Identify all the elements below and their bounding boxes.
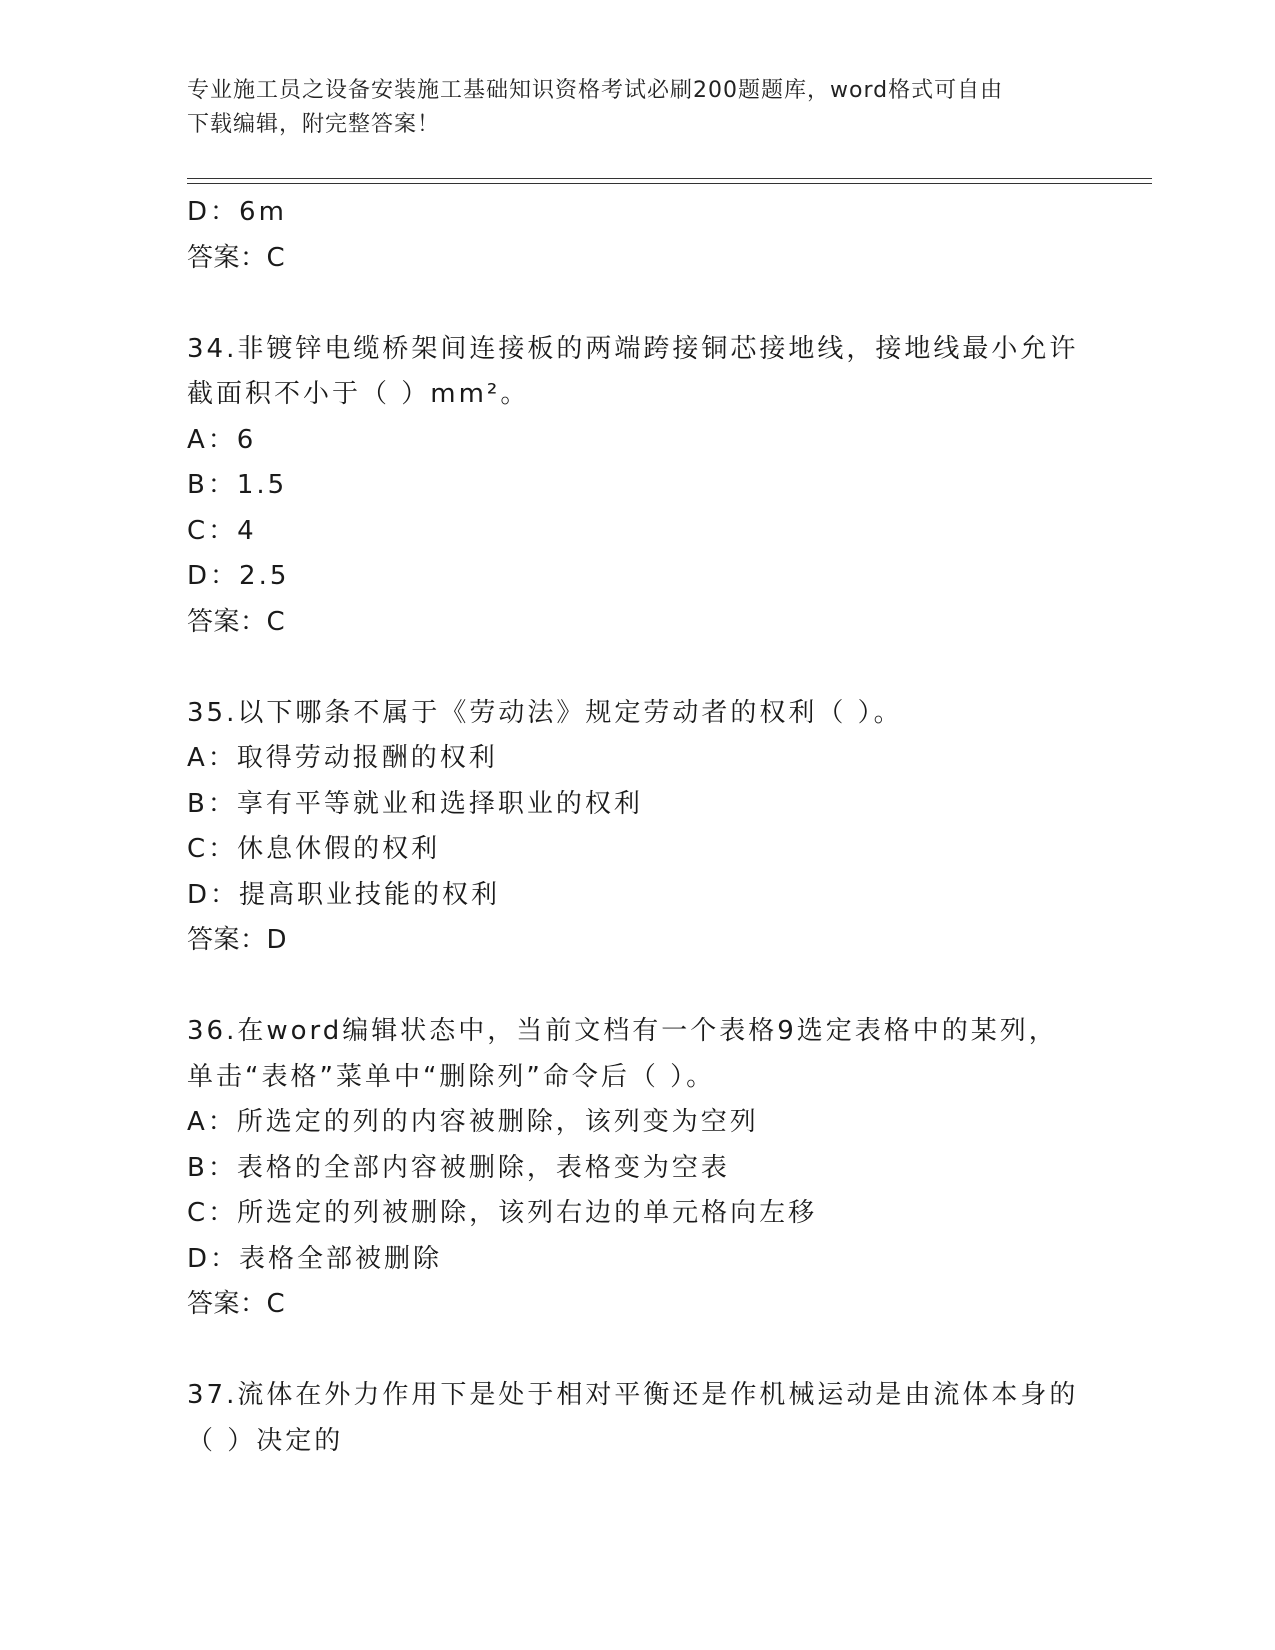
option-d: D：2.5 (187, 561, 290, 591)
option-c: C：休息休假的权利 (187, 834, 441, 864)
option-c: C：4 (187, 515, 257, 546)
spacer (187, 1328, 1087, 1374)
option-b: B：享有平等就业和选择职业的权利 (187, 788, 643, 819)
question-stem: （ ）决定的 (187, 1425, 344, 1456)
page-header (187, 74, 1067, 142)
option-d: D：6m (187, 197, 287, 227)
question-stem: 35.以下哪条不属于《劳动法》规定劳动者的权利（ ）。 (187, 697, 903, 728)
option-c: C：所选定的列被删除，该列右边的单元格向左移 (187, 1198, 818, 1228)
option-a: A：所选定的列的内容被删除，该列变为空列 (187, 1107, 759, 1137)
question-stem: 单击“表格”菜单中“删除列”命令后（ ）。 (187, 1061, 716, 1092)
answer: 答案：D (187, 925, 288, 955)
option-d: D：表格全部被删除 (187, 1243, 443, 1274)
option-a: A：6 (187, 424, 257, 455)
question-33 (187, 190, 1087, 281)
question-stem: 36.在word编辑状态中，当前文档有一个表格9选定表格中的某列， (187, 1016, 1058, 1046)
option-a: A：取得劳动报酬的权利 (187, 743, 498, 773)
option-d: D：提高职业技能的权利 (187, 879, 501, 910)
question-37 (187, 1373, 1087, 1464)
question-stem: 37.流体在外力作用下是处于相对平衡还是作机械运动是由流体本身的 (187, 1380, 1079, 1410)
header-line-1: 专业施工员之设备安装施工基础知识资格考试必刷200题题库，word格式可自由 (187, 78, 1004, 103)
question-36 (187, 1009, 1087, 1328)
option-b: B：表格的全部内容被删除，表格变为空表 (187, 1152, 730, 1183)
question-stem: 34.非镀锌电缆桥架间连接板的两端跨接铜芯接地线，接地线最小允许 (187, 333, 1079, 364)
answer: 答案：C (187, 1289, 286, 1319)
spacer (187, 645, 1087, 691)
question-stem: 截面积不小于（ ）mm²。 (187, 379, 530, 409)
header-divider-top (187, 178, 1152, 179)
spacer (187, 964, 1087, 1010)
header-divider-bottom (187, 183, 1152, 184)
question-35 (187, 691, 1087, 964)
spacer (187, 281, 1087, 327)
document-body (187, 190, 1087, 1464)
answer: 答案：C (187, 242, 286, 273)
answer: 答案：C (187, 606, 286, 637)
question-34 (187, 327, 1087, 646)
header-line-2: 下载编辑，附完整答案！ (187, 112, 441, 137)
option-b: B：1.5 (187, 470, 288, 500)
